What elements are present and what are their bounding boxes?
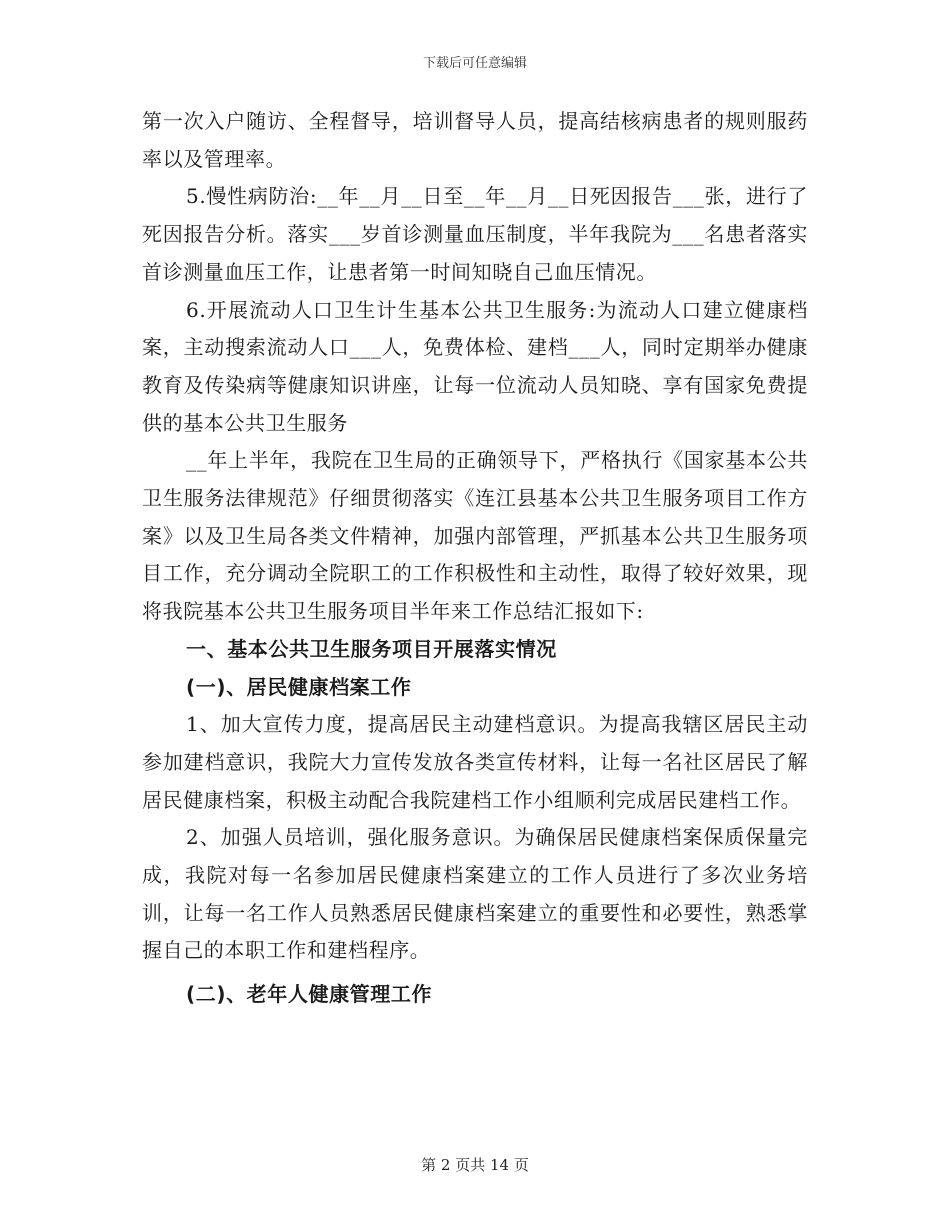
page-header: 下载后可任意编辑 (422, 56, 527, 71)
paragraph-chronic-disease: 5.慢性病防治:__年__月__日至__年__月__日死因报告___张，进行了死因报告分析。落实___岁首诊测量血压制度，半年我院为___名患者落实首诊测量血压工作，让患者第一时间知晓自己血压情况。 (142, 184, 808, 284)
paragraph-tb-management: 第一次入户随访、全程督导，培训督导人员，提高结核病患者的规则服药率以及管理率。 (142, 109, 808, 171)
paragraph-training: 2、加强人员培训，强化服务意识。为确保居民健康档案保质保量完成，我院对每一名参加居民健康档案建立的工作人员进行了多次业务培训，让每一名工作人员熟悉居民健康档案建立的重要性和必要性，熟悉掌握自己的本职工作和建档程序。 (142, 825, 808, 963)
subsection-heading-health-records: (一)、居民健康档案工作 (186, 674, 412, 699)
paragraph-publicity: 1、加大宣传力度，提高居民主动建档意识。为提高我辖区居民主动参加建档意识，我院大力宣传发放各类宣传材料，让每一名社区居民了解居民健康档案，积极主动配合我院建档工作小组顺利完成居民建档工作。 (142, 712, 808, 812)
subsection-heading-elderly: (二)、老年人健康管理工作 (186, 982, 433, 1007)
page-number: 第 2 页共 14 页 (421, 1156, 529, 1174)
paragraph-floating-population: 6.开展流动人口卫生计生基本公共卫生服务:为流动人口建立健康档案，主动搜索流动人口___人，免费体检、建档___人，同时定期举办健康教育及传染病等健康知识讲座，让每一位流动人员知晓、享有国家免费提供的基本公共卫生服务 (142, 297, 808, 435)
paragraph-summary-intro: __年上半年，我院在卫生局的正确领导下，严格执行《国家基本公共卫生服务法律规范》仔细贯彻落实《连江县基本公共卫生服务项目工作方案》以及卫生局各类文件精神，加强内部管理，严抓基本公共卫生服务项目工作，充分调动全院职工的工作积极性和主动性，取得了较好效果，现将我院基本公共卫生服务项目半年来工作总结汇报如下: (142, 448, 808, 624)
section-heading-1: 一、基本公共卫生服务项目开展落实情况 (186, 636, 557, 661)
document-body (142, 103, 808, 1014)
